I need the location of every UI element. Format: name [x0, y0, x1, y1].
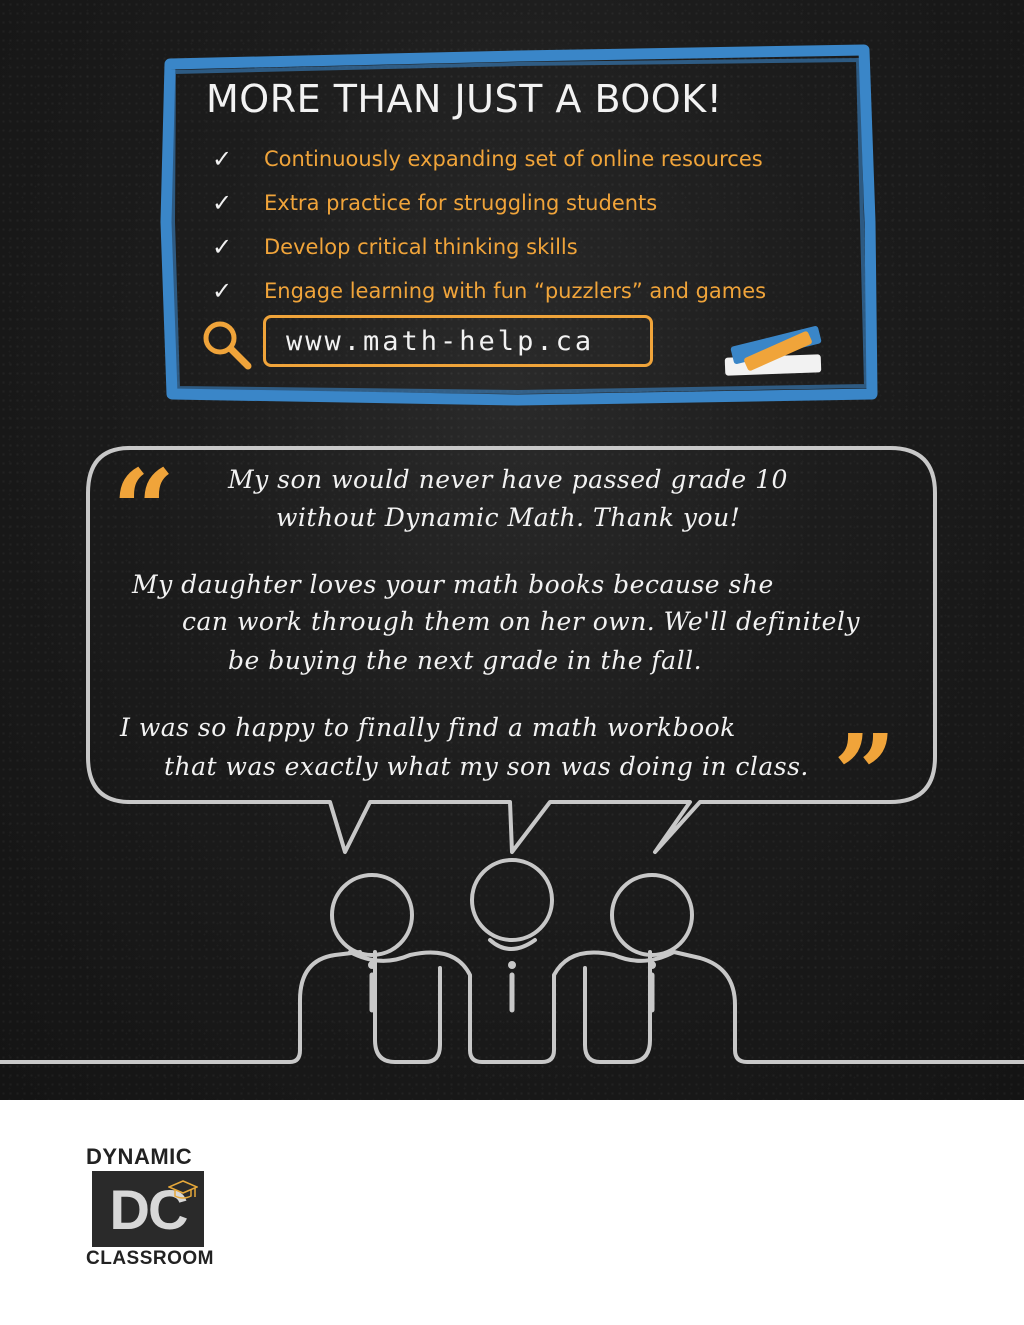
- feature-text: Extra practice for struggling students: [264, 191, 658, 215]
- feature-text: Continuously expanding set of online resources: [264, 147, 763, 171]
- website-url[interactable]: www.math-help.ca: [286, 325, 595, 357]
- testimonial-line: without Dynamic Math. Thank you!: [276, 503, 741, 532]
- feature-text: Develop critical thinking skills: [264, 235, 578, 259]
- testimonial-line: can work through them on her own. We'll definitely: [182, 607, 861, 636]
- testimonial-line: I was so happy to finally find a math workbook: [120, 713, 736, 742]
- people-outline-icon: [0, 860, 1024, 1062]
- open-quote-icon: “: [112, 445, 176, 574]
- check-icon: ✓: [212, 277, 233, 305]
- graduation-cap-icon: [168, 1179, 198, 1201]
- feature-text: Engage learning with fun “puzzlers” and games: [264, 279, 767, 303]
- dynamic-classroom-logo: [86, 1146, 226, 1268]
- check-icon: ✓: [212, 233, 233, 261]
- check-icon: ✓: [212, 189, 233, 217]
- close-quote-icon: ”: [833, 710, 897, 839]
- promo-title: MORE THAN JUST A BOOK!: [206, 77, 723, 121]
- testimonial-line: be buying the next grade in the fall.: [228, 646, 703, 675]
- testimonial-line: My daughter loves your math books because she: [132, 570, 774, 599]
- testimonial-line: that was exactly what my son was doing in class.: [164, 752, 809, 781]
- logo-bottom-text: CLASSROOM: [86, 1248, 214, 1269]
- check-icon: ✓: [212, 145, 233, 173]
- logo-top-text: DYNAMIC: [86, 1144, 193, 1169]
- testimonial-line: My son would never have passed grade 10: [228, 465, 788, 494]
- logo-box: [92, 1171, 204, 1247]
- logo-letters: DC: [109, 1177, 187, 1241]
